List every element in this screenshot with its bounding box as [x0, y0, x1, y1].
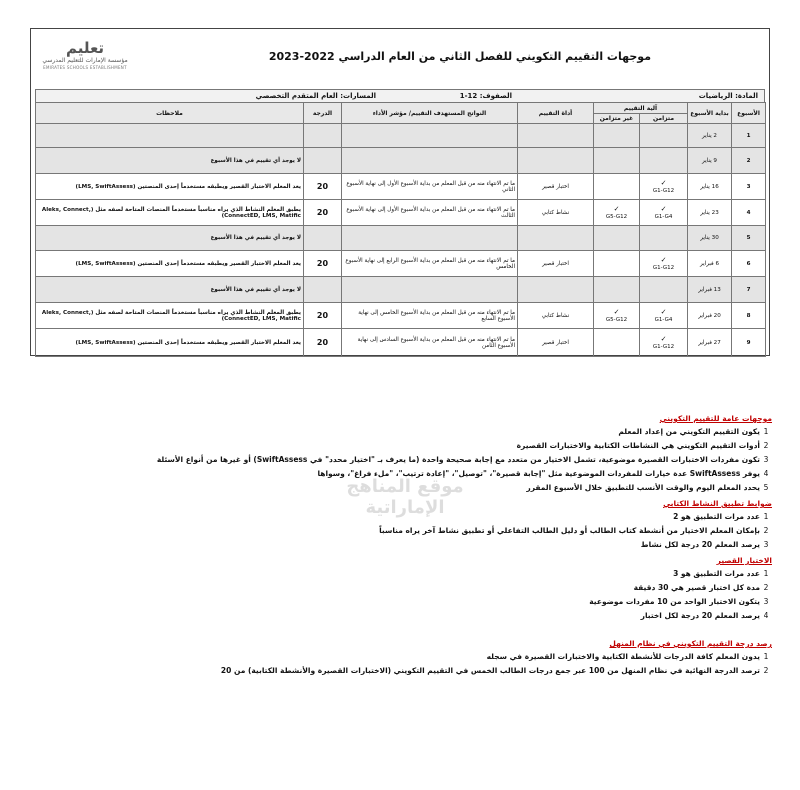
tracks-label: المسارات: العام المتقدم التخصصي [255, 92, 376, 100]
async-check-icon: ✓ [613, 204, 620, 213]
header-tool: أداة التقييم [518, 103, 594, 124]
sync-cell [640, 124, 688, 148]
grade-cell [304, 226, 342, 251]
outcome-cell: ما تم الانتهاء منه من قبل المعلم من بداية الأسبوع الرابع إلى نهاية الأسبوع الخامس [342, 251, 518, 277]
start-date-cell: 20 فبراير [688, 303, 732, 329]
list-text: يتكون الاختبار الواحد من 10 مفردات موضوعية [589, 597, 760, 606]
sync-cell [640, 251, 688, 277]
list-text: يوفر SwiftAssess عدة خيارات للمفردات الموضوعية مثل "إجابة قصيرة"، "توصيل"، "إعادة ترتيب"، "ملء فراغ"، وسواها [317, 469, 760, 478]
assessment-plan-page [30, 28, 770, 356]
list-number: 1 [763, 427, 769, 436]
week-cell: 5 [732, 226, 766, 251]
grade-cell: 20 [304, 303, 342, 329]
table-row [36, 277, 766, 303]
async-cell [594, 277, 640, 303]
list-number: 4 [763, 611, 769, 620]
assessment-table [35, 102, 766, 357]
notes-cell: لا يوجد أي تقييم في هذا الأسبوع [36, 226, 304, 251]
tool-cell [518, 124, 594, 148]
list-item [30, 427, 772, 437]
section-title: ضوابط تطبيق النشاط الكتابي [663, 499, 772, 508]
start-date-cell: 2 يناير [688, 124, 732, 148]
table-row [36, 124, 766, 148]
week-cell: 8 [732, 303, 766, 329]
page-header [31, 29, 769, 87]
sync-check-icon: ✓ [660, 307, 667, 316]
notes-cell: يعد المعلم الاختبار القصير ويطبقه مستخدماً إحدى المنصتين (LMS, SwiftAssess) [36, 251, 304, 277]
guideline-block [30, 499, 772, 550]
async-cell [594, 329, 640, 357]
list-item [30, 441, 772, 451]
tool-cell [518, 148, 594, 174]
async-cell [594, 303, 640, 329]
sync-cell [640, 174, 688, 200]
sync-grade-range: G1-G12 [652, 343, 675, 350]
logo-mark: تعليم [65, 39, 105, 57]
async-check-icon: ✓ [613, 307, 620, 316]
list-number: 3 [763, 455, 769, 464]
list-text: يحدد المعلم اليوم والوقت الأنسب للتطبيق خلال الأسبوع المقرر [526, 483, 760, 492]
tool-cell: اختبار قصير [518, 251, 594, 277]
list-number: 2 [763, 441, 769, 450]
outcome-cell [342, 226, 518, 251]
header-async: غير متزامن [594, 114, 640, 124]
list-text: يرصد المعلم 20 درجة لكل اختبار [640, 611, 760, 620]
table-row [36, 303, 766, 329]
outcome-cell [342, 124, 518, 148]
guideline-block [30, 556, 772, 621]
logo-english-text: EMIRATES SCHOOLS ESTABLISHMENT [43, 65, 127, 70]
list-item [30, 611, 772, 621]
grade-cell: 20 [304, 200, 342, 226]
week-cell: 3 [732, 174, 766, 200]
start-date-cell: 30 يناير [688, 226, 732, 251]
header-grade: الدرجة [304, 103, 342, 124]
sync-check-icon: ✓ [660, 334, 667, 343]
list-number: 2 [763, 666, 769, 675]
list-text: عدد مرات التطبيق هو 3 [673, 569, 760, 578]
notes-cell: لا يوجد أي تقييم في هذا الأسبوع [36, 277, 304, 303]
notes-cell: لا يوجد أي تقييم في هذا الأسبوع [36, 148, 304, 174]
list-number: 5 [763, 483, 769, 492]
sync-check-icon: ✓ [660, 255, 667, 264]
table-row [36, 148, 766, 174]
list-item [30, 666, 772, 676]
list-item [30, 483, 772, 493]
grade-cell: 20 [304, 251, 342, 277]
guideline-block [30, 639, 772, 676]
start-date-cell: 16 يناير [688, 174, 732, 200]
outcome-cell: ما تم الانتهاء منه من قبل المعلم من بداية الأسبوع الخامس إلى نهاية الأسبوع السابع [342, 303, 518, 329]
notes-cell: يطبق المعلم النشاط الذي يراه مناسباً مستخدماً المنصات المتاحة لصفه مثل (Aleks, Connect, ConnectED, LMS, Matific) [36, 200, 304, 226]
start-date-cell: 23 يناير [688, 200, 732, 226]
sync-cell [640, 277, 688, 303]
grade-cell [304, 148, 342, 174]
list-number: 3 [763, 540, 769, 549]
list-number: 2 [763, 526, 769, 535]
sync-cell [640, 329, 688, 357]
sync-check-icon: ✓ [660, 178, 667, 187]
start-date-cell: 13 فبراير [688, 277, 732, 303]
list-text: أدوات التقييم التكويني هي النشاطات الكتابية والاختبارات القصيرة [516, 441, 760, 450]
section-title: رصد درجة التقييم التكويني في نظام المنهل [609, 639, 772, 648]
table-row [36, 174, 766, 200]
table-row [36, 251, 766, 277]
header-start: بداية الأسبوع [688, 103, 732, 124]
list-item [30, 512, 772, 522]
table-row [36, 200, 766, 226]
start-date-cell: 9 يناير [688, 148, 732, 174]
outcome-cell: ما تم الانتهاء منه من قبل المعلم من بداية الأسبوع الأول إلى نهاية الأسبوع الثاني [342, 174, 518, 200]
list-text: عدد مرات التطبيق هو 2 [673, 512, 760, 521]
list-number: 1 [763, 652, 769, 661]
week-cell: 2 [732, 148, 766, 174]
list-number: 1 [763, 512, 769, 521]
grade-cell: 20 [304, 174, 342, 200]
start-date-cell: 6 فبراير [688, 251, 732, 277]
logo-arabic-text: مؤسسة الإمارات للتعليم المدرسي [42, 57, 128, 64]
list-number: 4 [763, 469, 769, 478]
list-text: مدة كل اختبار قصير هي 30 دقيقة [633, 583, 760, 592]
async-cell [594, 148, 640, 174]
sync-cell [640, 148, 688, 174]
page-title: موجهات التقييم التكويني للفصل الثاني من العام الدراسي 2022-2023 [268, 50, 651, 63]
ese-logo [37, 39, 133, 85]
async-cell [594, 251, 640, 277]
header-outcome: النواتج المستهدف التقييم/ مؤشر الأداء [342, 103, 518, 124]
list-text: يكون التقييم التكويني من إعداد المعلم [618, 427, 760, 436]
tool-cell: نشاط كتابي [518, 200, 594, 226]
sync-grade-range: G1-G12 [652, 264, 675, 271]
grade-cell [304, 124, 342, 148]
outcome-cell [342, 148, 518, 174]
outcome-cell: ما تم الانتهاء منه من قبل المعلم من بداية الأسبوع السادس إلى نهاية الأسبوع الثامن [342, 329, 518, 357]
table-row [36, 226, 766, 251]
list-text: يرصد المعلم 20 درجة لكل نشاط [640, 540, 760, 549]
tool-cell: نشاط كتابي [518, 303, 594, 329]
week-cell: 9 [732, 329, 766, 357]
list-item [30, 540, 772, 550]
notes-cell: يعد المعلم الاختبار القصير ويطبقه مستخدماً إحدى المنصتين (LMS, SwiftAssess) [36, 329, 304, 357]
list-number: 1 [763, 569, 769, 578]
list-text: يدون المعلم كافة الدرجات للأنشطة الكتابية والاختبارات القصيرة في سجله [486, 652, 760, 661]
week-cell: 1 [732, 124, 766, 148]
start-date-cell: 27 فبراير [688, 329, 732, 357]
sync-grade-range: G1-G12 [652, 187, 675, 194]
notes-cell: يعد المعلم الاختبار القصير ويطبقه مستخدماً إحدى المنصتين (LMS, SwiftAssess) [36, 174, 304, 200]
table-row [36, 329, 766, 357]
list-item [30, 569, 772, 579]
subject-label: المادة: الرياضيات [698, 92, 758, 100]
header-notes: ملاحظات [36, 103, 304, 124]
notes-cell: يطبق المعلم النشاط الذي يراه مناسباً مستخدماً المنصات المتاحة لصفه مثل (Aleks, Connect, ConnectED, LMS, Matific) [36, 303, 304, 329]
tool-cell: اختبار قصير [518, 174, 594, 200]
async-grade-range: G5-G12 [605, 213, 628, 220]
notes-cell [36, 124, 304, 148]
header-week: الأسبوع [732, 103, 766, 124]
sync-check-icon: ✓ [660, 204, 667, 213]
tool-cell [518, 226, 594, 251]
section-title: موجهات عامة للتقييم التكويني [659, 414, 772, 423]
guideline-block [30, 414, 772, 493]
async-grade-range: G5-G12 [605, 316, 628, 323]
async-cell [594, 124, 640, 148]
outcome-cell [342, 277, 518, 303]
list-item [30, 652, 772, 662]
meta-bar [35, 89, 765, 103]
sync-cell [640, 200, 688, 226]
week-cell: 4 [732, 200, 766, 226]
list-item [30, 583, 772, 593]
tool-cell: اختبار قصير [518, 329, 594, 357]
list-text: تكون مفردات الاختبارات القصيرة موضوعية، تشمل الاختيار من متعدد مع إجابة صحيحة واحدة (ما يعرف بـ "اختيار محدد" في SwiftAssess) أو غيرها من أنواع الأسئلة [156, 455, 760, 464]
header-mechanism: آلية التقييم [594, 103, 688, 114]
list-item [30, 455, 772, 465]
grade-cell: 20 [304, 329, 342, 357]
grade-cell [304, 277, 342, 303]
grades-label: الصفوف: 12-1 [459, 92, 512, 100]
tool-cell [518, 277, 594, 303]
list-number: 3 [763, 597, 769, 606]
list-item [30, 597, 772, 607]
list-item [30, 526, 772, 536]
watermark: موقع المناهج الإماراتية [346, 476, 464, 518]
list-item [30, 469, 772, 479]
outcome-cell: ما تم الانتهاء منه من قبل المعلم من بداية الأسبوع الأول إلى نهاية الأسبوع الثالث [342, 200, 518, 226]
sync-cell [640, 303, 688, 329]
sync-grade-range: G1-G4 [654, 316, 673, 323]
week-cell: 7 [732, 277, 766, 303]
async-cell [594, 226, 640, 251]
list-text: ترصد الدرجة النهائية في نظام المنهل من 100 عبر جمع درجات الطالب الخمس في التقييم التكويني (الاختبارات القصيرة والأنشطة الكتابية) من 20 [220, 666, 760, 675]
sync-grade-range: G1-G4 [654, 213, 673, 220]
list-number: 2 [763, 583, 769, 592]
guidelines-section [30, 414, 772, 682]
section-title: الاختبار القصير [716, 556, 772, 565]
async-cell [594, 200, 640, 226]
list-text: بإمكان المعلم الاختيار من أنشطة كتاب الطالب أو دليل الطالب التفاعلي أو تطبيق نشاط آخر يراه مناسباً [379, 526, 760, 535]
week-cell: 6 [732, 251, 766, 277]
sync-cell [640, 226, 688, 251]
header-sync: متزامن [640, 114, 688, 124]
async-cell [594, 174, 640, 200]
